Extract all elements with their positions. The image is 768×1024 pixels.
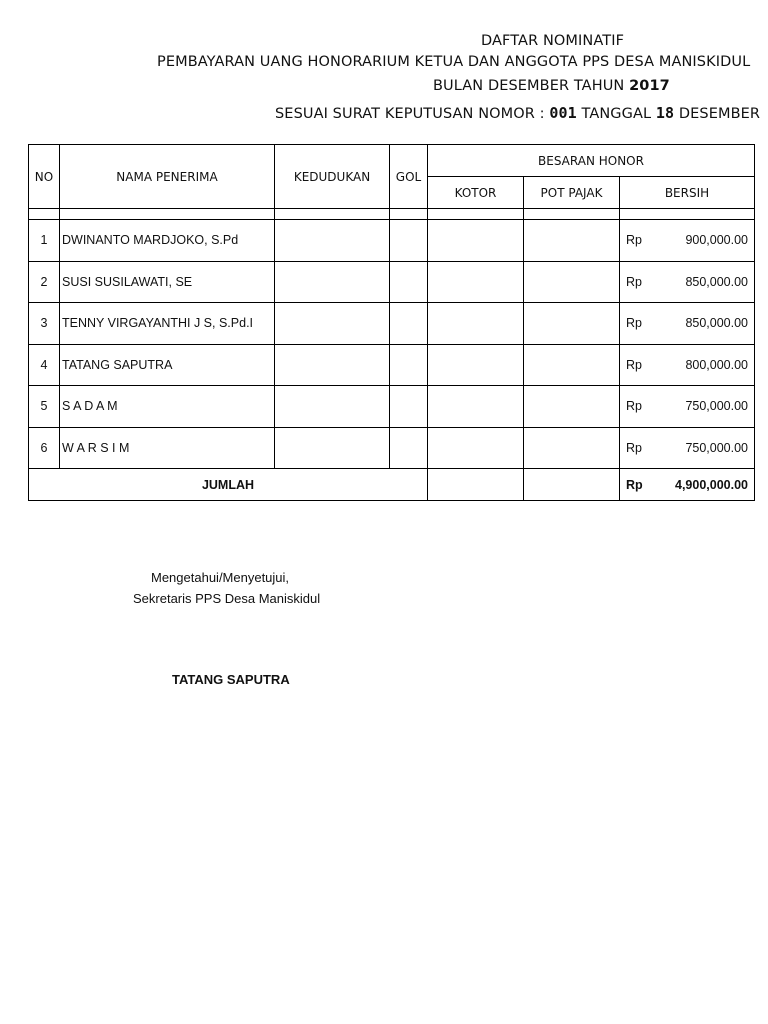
table-row: [29, 344, 755, 386]
table-row: [29, 261, 755, 303]
row-no: 4: [29, 344, 60, 386]
period-line: [433, 78, 670, 94]
document-subtitle: PEMBAYARAN UANG HONORARIUM KETUA DAN ANGGOTA PPS DESA MANISKIDUL: [157, 54, 751, 70]
row-name: TENNY VIRGAYANTHI J S, S.Pd.I: [60, 303, 275, 345]
row-net: [620, 386, 755, 428]
header-no: NO: [29, 145, 60, 209]
net-amount: 850,000.00: [685, 316, 748, 331]
table-row: [29, 220, 755, 262]
net-amount: 800,000.00: [685, 357, 748, 372]
nominative-table: [28, 144, 755, 501]
net-amount: 900,000.00: [685, 233, 748, 248]
period-year: 2017: [629, 78, 670, 94]
row-name: SUSI SUSILAWATI, SE: [60, 261, 275, 303]
currency-label: Rp: [626, 316, 642, 331]
net-amount: 850,000.00: [685, 274, 748, 289]
decree-prefix: SESUAI SURAT KEPUTUSAN NOMOR :: [275, 106, 545, 122]
total-amount: 4,900,000.00: [675, 477, 748, 492]
total-net: [620, 469, 755, 501]
decree-line: [275, 104, 760, 122]
header-position: KEDUDUKAN: [275, 145, 390, 209]
row-net: [620, 220, 755, 262]
header-net: BERSIH: [620, 177, 755, 209]
row-net: [620, 427, 755, 469]
header-tax: POT PAJAK: [524, 177, 620, 209]
decree-day: 18: [655, 104, 675, 122]
table-row: [29, 386, 755, 428]
header-name: NAMA PENERIMA: [60, 145, 275, 209]
row-net: [620, 344, 755, 386]
total-row: [29, 469, 755, 501]
header-separator-row: [29, 209, 755, 220]
decree-date-label: TANGGAL: [581, 106, 652, 122]
row-no: 3: [29, 303, 60, 345]
document-title: DAFTAR NOMINATIF: [481, 33, 625, 49]
total-label: JUMLAH: [29, 469, 428, 501]
header-honor-group: BESARAN HONOR: [428, 145, 755, 177]
row-net: [620, 261, 755, 303]
currency-label: Rp: [626, 477, 643, 492]
approval-line: Mengetahui/Menyetujui,: [151, 570, 290, 585]
currency-label: Rp: [626, 440, 642, 455]
decree-number: 001: [549, 104, 577, 122]
currency-label: Rp: [626, 399, 642, 414]
currency-label: Rp: [626, 233, 642, 248]
table-row: [29, 427, 755, 469]
table-row: [29, 303, 755, 345]
row-name: S A D A M: [60, 386, 275, 428]
header-gross: KOTOR: [428, 177, 524, 209]
row-name: DWINANTO MARDJOKO, S.Pd: [60, 220, 275, 262]
currency-label: Rp: [626, 357, 642, 372]
approver-title: Sekretaris PPS Desa Maniskidul: [133, 591, 321, 606]
currency-label: Rp: [626, 274, 642, 289]
net-amount: 750,000.00: [685, 399, 748, 414]
header-grade: GOL: [390, 145, 428, 209]
period-prefix: BULAN DESEMBER TAHUN: [433, 78, 625, 94]
row-name: TATANG SAPUTRA: [60, 344, 275, 386]
row-no: 6: [29, 427, 60, 469]
row-no: 1: [29, 220, 60, 262]
approver-name: TATANG SAPUTRA: [172, 672, 290, 687]
row-no: 2: [29, 261, 60, 303]
row-net: [620, 303, 755, 345]
row-no: 5: [29, 386, 60, 428]
decree-month: DESEMBER: [678, 106, 761, 122]
row-name: W A R S I M: [60, 427, 275, 469]
net-amount: 750,000.00: [685, 440, 748, 455]
